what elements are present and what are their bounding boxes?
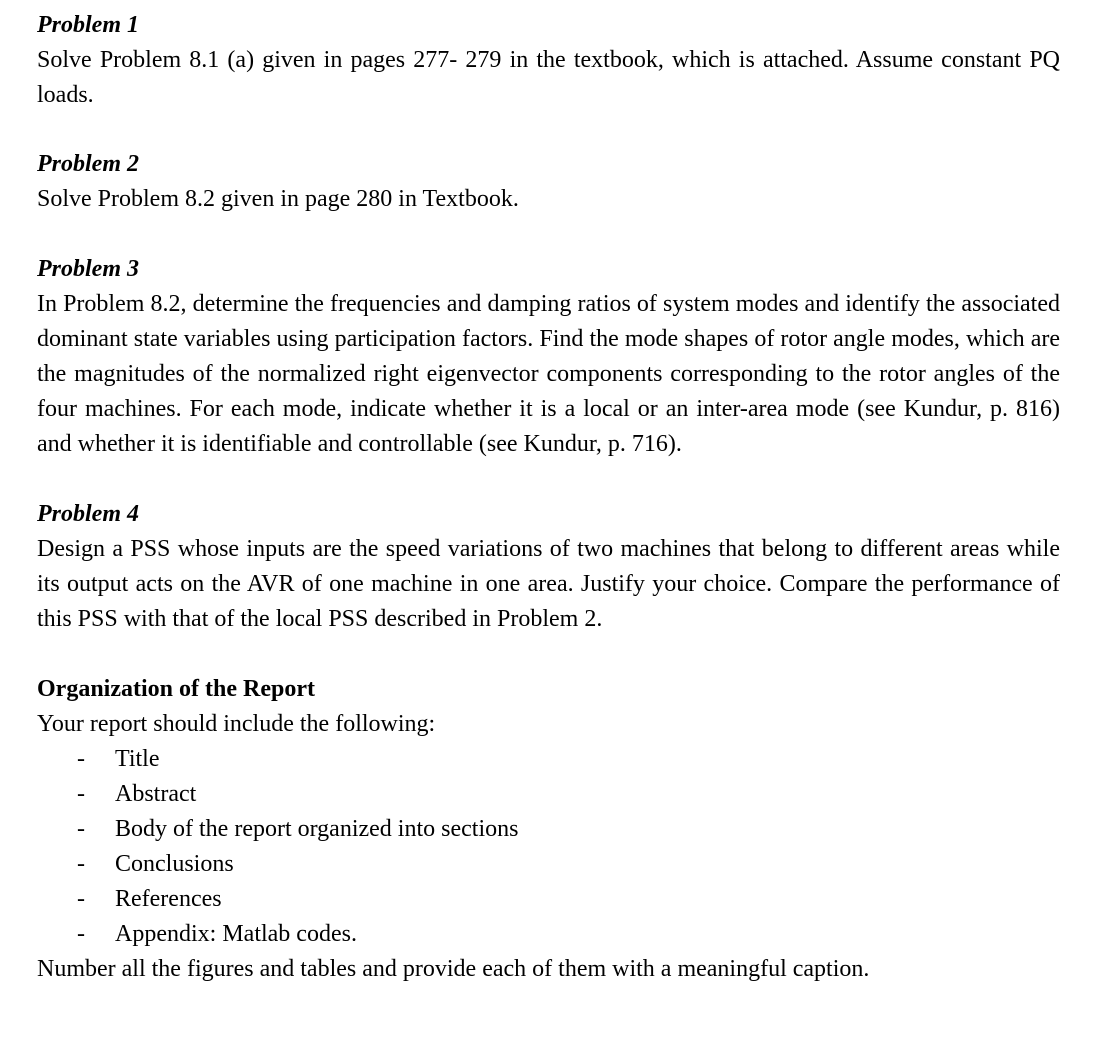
spacer	[37, 217, 1060, 252]
report-section-title: Organization of the Report	[37, 676, 315, 702]
problem-4-title: Problem 4	[37, 501, 139, 527]
list-bullet: -	[77, 816, 85, 842]
spacer	[37, 637, 1060, 672]
list-bullet: -	[77, 886, 85, 912]
list-item	[37, 812, 1060, 847]
problem-2-title: Problem 2	[37, 151, 139, 177]
report-organization	[37, 672, 1060, 987]
spacer	[37, 113, 1060, 147]
problem-2	[37, 147, 1060, 217]
list-bullet: -	[77, 781, 85, 807]
problem-4	[37, 497, 1060, 637]
problem-3-title: Problem 3	[37, 256, 139, 282]
problem-4-text: Design a PSS whose inputs are the speed variations of two machines that belong to different areas while its output acts on the AVR of one machine in one area. Justify your choice. Compare the performance of this PSS with that of the local PSS described in Problem 2.	[37, 536, 1060, 632]
problem-3-text: In Problem 8.2, determine the frequencies and damping ratios of system modes and identify the associated dominant state variables using participation factors. Find the mode shapes of rotor angle modes, which are the magnitudes of the normalized right eigenvector components corresponding to the rotor angles of the four machines. For each mode, indicate whether it is a local or an inter-area mode (see Kundur, p. 816) and whether it is identifiable and controllable (see Kundur, p. 716).	[37, 291, 1060, 457]
list-item	[37, 882, 1060, 917]
list-item-text: Appendix: Matlab codes.	[115, 921, 357, 947]
list-item-text: Title	[115, 746, 160, 772]
report-intro: Your report should include the following:	[37, 711, 436, 737]
list-item	[37, 742, 1060, 777]
list-bullet: -	[77, 851, 85, 877]
list-item-text: Body of the report organized into sections	[115, 816, 519, 842]
problem-3	[37, 252, 1060, 462]
problem-1-text: Solve Problem 8.1 (a) given in pages 277- 279 in the textbook, which is attached. Assume constant PQ loads.	[37, 47, 1060, 108]
spacer	[37, 462, 1060, 497]
list-item	[37, 777, 1060, 812]
report-items-list	[37, 742, 1060, 952]
problem-1-title: Problem 1	[37, 12, 139, 38]
list-item	[37, 847, 1060, 882]
report-closing-note: Number all the figures and tables and provide each of them with a meaningful caption.	[37, 956, 870, 982]
list-item-text: Conclusions	[115, 851, 234, 877]
list-bullet: -	[77, 921, 85, 947]
list-item-text: Abstract	[115, 781, 197, 807]
list-bullet: -	[77, 746, 85, 772]
list-item	[37, 917, 1060, 952]
problem-2-text: Solve Problem 8.2 given in page 280 in Textbook.	[37, 186, 519, 212]
list-item-text: References	[115, 886, 222, 912]
problem-1	[37, 8, 1060, 113]
